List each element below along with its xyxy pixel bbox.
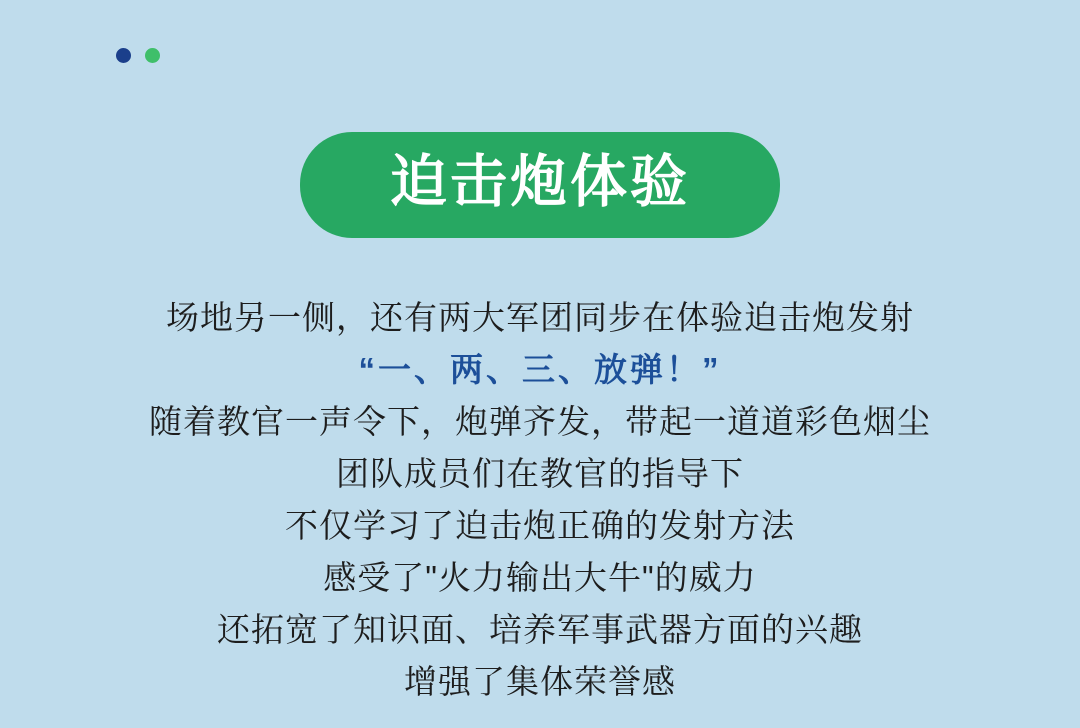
- blue-dot-icon: [116, 48, 131, 63]
- title-container: [0, 132, 1080, 238]
- page-title: 迫击炮体验: [390, 150, 690, 214]
- body-line-1: 场地另一侧，还有两大军团同步在体验迫击炮发射: [166, 299, 914, 336]
- body-line-7: 还拓宽了知识面、培养军事武器方面的兴趣: [217, 611, 863, 648]
- body-line-6: 感受了"火力输出大牛"的威力: [323, 559, 757, 596]
- body-line-3: 随着教官一声令下，炮弹齐发，带起一道道彩色烟尘: [149, 403, 931, 440]
- body-line-5: 不仅学习了迫击炮正确的发射方法: [285, 507, 795, 544]
- title-pill: [300, 132, 780, 238]
- body-text-block: [0, 292, 1080, 708]
- body-line-8: 增强了集体荣誉感: [404, 663, 676, 700]
- body-line-2-highlight: “一、两、三、放弹！”: [358, 351, 722, 388]
- body-line-4: 团队成员们在教官的指导下: [336, 455, 744, 492]
- green-dot-icon: [145, 48, 160, 63]
- decorative-dots: [116, 48, 160, 63]
